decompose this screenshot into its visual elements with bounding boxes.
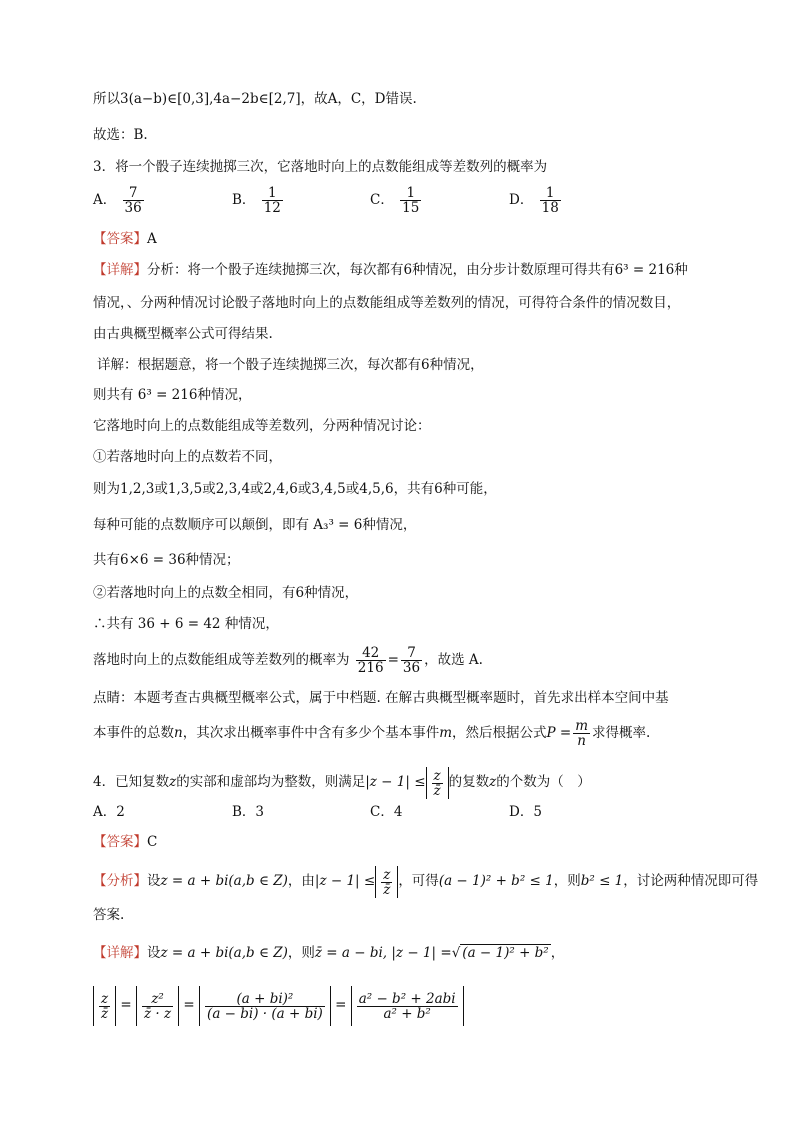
text-line: 点睛：本题考查古典概型概率公式，属于中档题. 在解古典概型概率题时，首先求出样本空间中基: [93, 690, 669, 706]
text-line: 每种可能的点数顺序可以颠倒，即有 A₃³ = 6种情况，: [93, 517, 417, 533]
option-d: D． $\frac{1}{18}$: [509, 185, 559, 216]
text-line: 【详解】设z = a + bi(a,b ∈ Z)，则z̄ = a − bi, |z − 1| =√ (a − 1)² + b² ，: [93, 945, 565, 961]
text-line: 答案.: [93, 907, 125, 923]
answer-tag: 【答案】: [93, 231, 147, 247]
fraction: $\frac{1}{18}$: [541, 185, 559, 216]
option-b: B．3: [232, 804, 265, 820]
analysis-tag: 【分析】: [93, 873, 147, 889]
answer-line: 【答案】C: [93, 834, 158, 850]
option-a: A．2: [93, 804, 125, 820]
answer-tag: 【答案】: [93, 834, 147, 850]
abs-fraction: $\frac{z}{z̄}$: [375, 866, 398, 898]
text-line: 它落地时向上的点数能组成等差数列，分两种情况讨论：: [93, 418, 431, 434]
text-line: ①若落地时向上的点数若不同，: [93, 449, 282, 465]
option-d: D．5: [509, 804, 542, 820]
text-line: ∴共有 36 + 6 = 42 种情况，: [93, 616, 279, 632]
text-line: 所以3(a−b)∈[0,3],4a−2b∈[2,7]，故A，C，D错误.: [93, 91, 417, 107]
fraction: $\frac{1}{12}$: [263, 185, 281, 216]
fraction: $\frac{1}{15}$: [402, 185, 420, 216]
text-line: 落地时向上的点数能组成等差数列的概率为 $\frac{42}{216}$ = $\frac{7}{36}$ ，故选 A.: [93, 645, 483, 676]
question-3-options: [93, 186, 733, 226]
equation-line: $\frac{z}{z̄}$ = $\frac{\text{z²}}{z̄ \cdot z}$ = $\frac{\text{(a + bi)²}}{(a - bi) \cdot (a + bi)}$ = $\frac{\text{a² − b² + 2abi}}{\text{a² + b²}}$: [93, 985, 464, 1026]
fraction: $\frac{m}{n}$: [575, 718, 589, 749]
text-line: 则共有 6³ = 216种情况，: [93, 387, 252, 403]
detail-tag: 【详解】: [93, 945, 147, 961]
text-line: 情况，、分两种情况讨论骰子落地时向上的点数能组成等差数列的情况，可得符合条件的情况数目，: [93, 295, 681, 311]
detail-tag: 【详解】: [93, 262, 147, 278]
text-line: ②若落地时向上的点数全相同，有6种情况，: [93, 585, 359, 601]
fraction: $\frac{42}{216}$: [357, 645, 384, 676]
text-line: 故选：B.: [93, 127, 148, 143]
option-a: A． $\frac{7}{36}$: [93, 185, 142, 216]
option-c: C．4: [370, 804, 403, 820]
text-line: 【详解】分析：将一个骰子连续抛掷三次，每次都有6种情况，由分步计数原理可得共有6³ = 216种: [93, 262, 688, 278]
abs-fraction: $\frac{z}{z̄}$: [426, 767, 449, 799]
question-4-stem: 4．已知复数z的实部和虚部均为整数，则满足|z − 1| ≤ $\frac{z}{z̄}$ 的复数z的个数为（ ）: [93, 767, 591, 799]
option-c: C． $\frac{1}{15}$: [370, 185, 420, 216]
text-line: 本事件的总数n，其次求出概率事件中含有多少个基本事件m，然后根据公式P = $\frac{m}{n}$ 求得概率.: [93, 718, 651, 749]
text-line: 【分析】设z = a + bi(a,b ∈ Z)，由|z − 1| ≤ $\frac{z}{z̄}$ ，可得(a − 1)² + b² ≤ 1，则b² ≤ 1，讨论两种情况即可得: [93, 866, 759, 898]
question-4-options: [93, 800, 733, 822]
answer-line: 【答案】A: [93, 231, 157, 247]
question-3-stem: 3．将一个骰子连续抛掷三次，它落地时向上的点数能组成等差数列的概率为: [93, 159, 548, 175]
text-line: 共有6×6 = 36种情况；: [93, 552, 240, 568]
text-line: 则为1,2,3或1,3,5或2,3,4或2,4,6或3,4,5或4,5,6，共有6种可能，: [93, 481, 497, 497]
fraction: $\frac{7}{36}$: [124, 185, 142, 216]
fraction: $\frac{7}{36}$: [402, 645, 421, 676]
text-line: 详解：根据题意，将一个骰子连续抛掷三次，每次都有6种情况，: [97, 357, 484, 373]
option-b: B． $\frac{1}{12}$: [232, 185, 281, 216]
text-line: 由古典概型概率公式可得结果.: [93, 326, 273, 342]
